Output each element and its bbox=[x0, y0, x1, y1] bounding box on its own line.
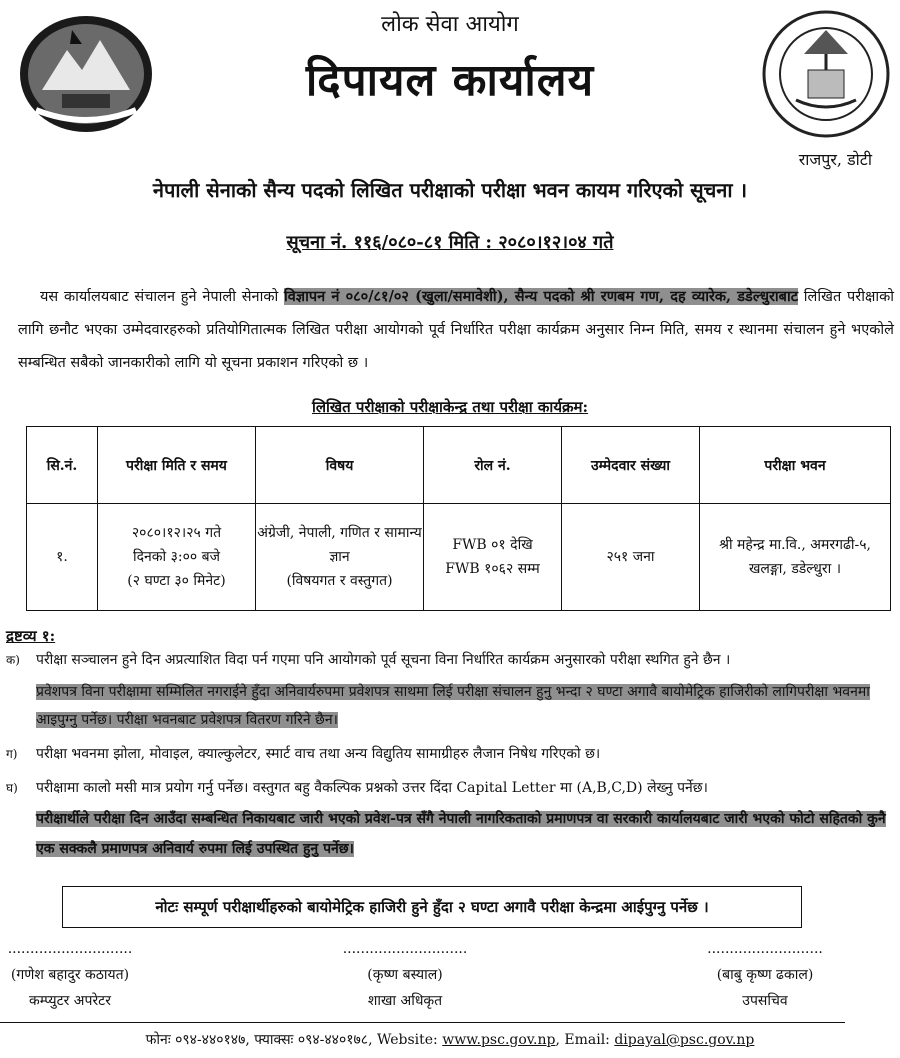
website-link[interactable]: www.psc.gov.np bbox=[442, 1032, 556, 1048]
item-text: परीक्षामा कालो मसी मात्र प्रयोग गर्नु पर्नेछ। वस्तुगत बहु वैकल्पिक प्रश्नको उत्तर दिंदा Capital Letter मा (A,B,C,D) लेख्नु पर्नेछ। bbox=[36, 780, 708, 796]
roll-from: FWB ०१ देखि bbox=[452, 537, 533, 553]
col-header-candidates: उम्मेदवार संख्या bbox=[562, 427, 700, 504]
advertisement-highlight: विज्ञापन नं ०८०/८१/०२ (खुला/समावेशी), सैन्य पदको श्री रणबम गण, दह व्यारेक, डडेल्धुराबाट bbox=[283, 288, 799, 305]
list-item bbox=[6, 774, 894, 802]
notes-heading: द्रष्टव्य १: bbox=[6, 627, 56, 645]
cell-roll bbox=[424, 504, 562, 611]
item-marker: ग) bbox=[6, 747, 18, 761]
signature-dots: .......................... bbox=[707, 941, 823, 957]
item-text: परीक्षार्थीले परीक्षा दिन आउँदा सम्बन्धित निकायबाट जारी भएको प्रवेश-पत्र सँगै नेपाली नागरिकताको प्रमाणपत्र वा सरकारी कार्यालयबाट जारी भएको फोटो सहितको कुनै एक सक्कलै प्रमाणपत्र अनिवार्य रुपमा लिई उपस्थित हुनु पर्नेछ। bbox=[36, 811, 886, 857]
schedule-title: लिखित परीक्षाको परीक्षाकेन्द्र तथा परीक्षा कार्यक्रम: bbox=[311, 398, 589, 416]
notice-number: सूचना नं. ११६/०८०-८१ मिति : २०८०।१२।०४ गते bbox=[286, 232, 614, 253]
signatory-name: (बाबु कृष्ण ढकाल) bbox=[716, 967, 814, 983]
col-header-datetime: परीक्षा मिति र समय bbox=[98, 427, 256, 504]
item-text: प्रवेशपत्र विना परीक्षामा सम्मिलित नगराईने हुँदा अनिवार्यरुपमा प्रवेशपत्र साथमा लिई परीक्षा संचालन हुनु भन्दा २ घण्टा अगावै बायोमेट्रिक हाजिरीको लागिपरीक्षा भवनमा आइपुग्नु पर्नेछ। परीक्षा भवनबाट प्रवेशपत्र वितरण गरिने छैन। bbox=[36, 684, 870, 728]
col-header-subject: विषय bbox=[256, 427, 424, 504]
office-name: दिपायल कार्यालय bbox=[305, 55, 595, 106]
cell-datetime bbox=[98, 504, 256, 611]
list-item bbox=[6, 740, 894, 768]
cell-sn: १. bbox=[27, 504, 98, 611]
item-marker bbox=[6, 804, 36, 834]
item-marker bbox=[6, 678, 36, 706]
signatory-name: (गणेश बहादुर कठायत) bbox=[10, 967, 130, 983]
signature-dots: ............................ bbox=[7, 941, 133, 957]
table-row bbox=[27, 504, 891, 611]
footer-contact bbox=[0, 1030, 900, 1049]
biometric-note-box: नोटः सम्पूर्ण परीक्षार्थीहरुको बायोमेट्रिक हाजिरी हुने हुँदा २ घण्टा अगावै परीक्षा केन्द्रमा आईपुग्नु पर्नेछ । bbox=[62, 886, 802, 928]
signatory-name: (कृष्ण बस्याल) bbox=[367, 967, 443, 983]
signatory-title: उपसचिव bbox=[742, 993, 788, 1009]
exam-duration: (२ घण्टा ३० मिनेट) bbox=[127, 573, 226, 589]
signature-block bbox=[330, 936, 480, 1014]
item-text: परीक्षा सञ्चालन हुने दिन अप्रत्याशित विदा पर्न गएमा पनि आयोगको पूर्व सूचना विना निर्धारित कार्यक्रम अनुसारको परीक्षा स्थगित हुने छैन । bbox=[36, 652, 731, 668]
footer-email-label: , Email: bbox=[555, 1032, 615, 1048]
list-item bbox=[6, 804, 894, 864]
signature-block bbox=[695, 936, 835, 1014]
table-header-row bbox=[27, 427, 891, 504]
cell-subject bbox=[256, 504, 424, 611]
footer-divider bbox=[0, 1022, 845, 1023]
org-name: लोक सेवा आयोग bbox=[381, 12, 519, 37]
signatory-title: शाखा अधिकृत bbox=[367, 993, 443, 1009]
item-marker: क) bbox=[6, 653, 20, 667]
exam-date: २०८०।१२।२५ गते bbox=[131, 525, 222, 541]
intro-paragraph bbox=[18, 280, 894, 380]
signature-dots: ............................ bbox=[342, 941, 468, 957]
roll-to: FWB १०६२ सम्म bbox=[445, 561, 540, 577]
col-header-venue: परीक्षा भवन bbox=[700, 427, 891, 504]
exam-time: दिनको ३:०० बजे bbox=[132, 549, 221, 565]
item-marker: घ) bbox=[6, 781, 18, 795]
email-link[interactable]: dipayal@psc.gov.np bbox=[614, 1032, 755, 1048]
exam-schedule-table bbox=[26, 426, 891, 611]
intro-text-2: लिखित परीक्षाको लागि छनौट भएका उम्मेदवारहरुको प्रतियोगितात्मक लिखित परीक्षा आयोगको पूर्व निर्धारित परीक्षा कार्यक्रम अनुसार निम्न मिति, समय र स्थानमा संचालन हुने भएकोले सम्बन्धित सबैको जानकारीको लागि यो सूचना प्रकाशन गरिएको छ । bbox=[18, 289, 894, 371]
subject-type: (विषयगत र वस्तुगत) bbox=[286, 573, 393, 589]
col-header-sn: सि.नं. bbox=[27, 427, 98, 504]
item-text: परीक्षा भवनमा झोला, मोवाइल, क्याल्कुलेटर, स्मार्ट वाच तथा अन्य विद्युतिय सामाग्रीहरु लैजान निषेध गरिएको छ। bbox=[36, 746, 601, 762]
psc-seal bbox=[760, 8, 892, 140]
footer-phone: फोनः ०९४-४४०१४७, फ्याक्सः ०९४-४४०१७८, Website: bbox=[145, 1032, 443, 1048]
subject-list: अंग्रेजी, नेपाली, गणित र सामान्य ज्ञान bbox=[257, 525, 422, 565]
notice-title: नेपाली सेनाको सैन्य पदको लिखित परीक्षाको परीक्षा भवन कायम गरिएको सूचना । bbox=[152, 178, 748, 202]
office-location: राजपुर, डोटी bbox=[798, 150, 872, 169]
col-header-roll: रोल नं. bbox=[424, 427, 562, 504]
signature-block bbox=[0, 936, 140, 1014]
cell-venue: श्री महेन्द्र मा.वि., अमरगढी-५, खलङ्गा, डडेल्धुरा । bbox=[700, 504, 891, 611]
list-item bbox=[6, 678, 894, 734]
intro-text-1: यस कार्यालयबाट संचालन हुने नेपाली सेनाको bbox=[40, 289, 284, 305]
cell-candidates: २५१ जना bbox=[562, 504, 700, 611]
signatory-title: कम्प्युटर अपरेटर bbox=[29, 993, 111, 1009]
list-item bbox=[6, 646, 894, 674]
